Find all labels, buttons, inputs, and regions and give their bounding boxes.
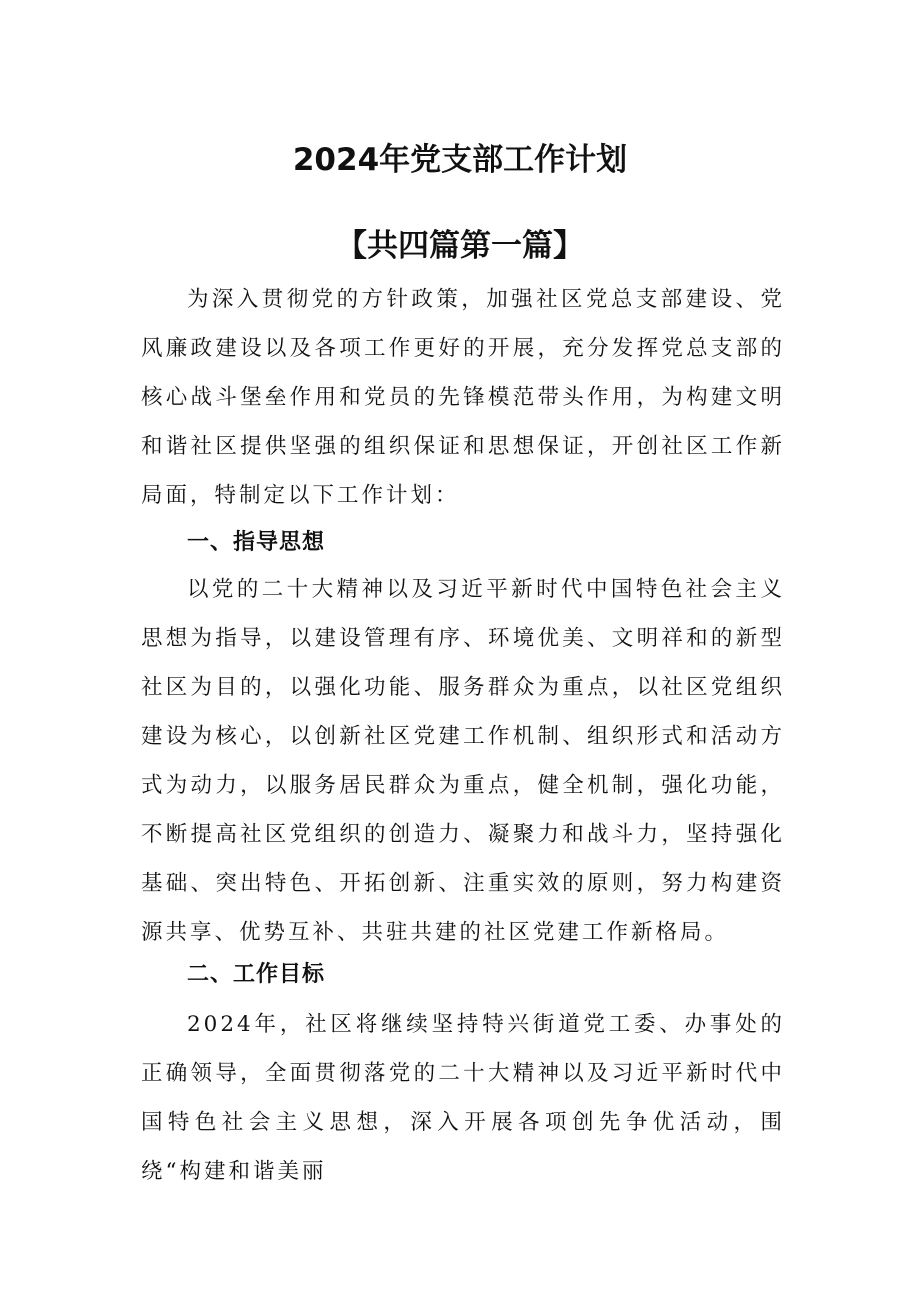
work-goal-paragraph: 2024年，社区将继续坚持特兴街道党工委、办事处的正确领导，全面贯彻落党的二十大精神以及习近平新时代中国特色社会主义思想，深入开展各项创先争优活动，围绕“构建和谐美丽 <box>141 1012 785 1184</box>
section-heading-guiding-thought: 一、指导思想 <box>187 530 326 555</box>
document-title: 2024年党支部工作计划 <box>292 142 628 178</box>
section-heading-work-goal: 二、工作目标 <box>187 962 326 987</box>
guiding-thought-paragraph: 以党的二十大精神以及习近平新时代中国特色社会主义思想为指导，以建设管理有序、环境优美、文明祥和的新型社区为目的，以强化功能、服务群众为重点，以社区党组织建设为核心，以创新社区党建工作机制、组织形式和活动方式为动力，以服务居民群众为重点，健全机制，强化功能，不断提高社区党组织的创造力、凝聚力和战斗力，坚持强化基础、突出特色、开拓创新、注重实效的原则，努力构建资源共享、优势互补、共驻共建的社区党建工作新格局。 <box>141 577 785 945</box>
intro-paragraph: 为深入贯彻党的方针政策，加强社区党总支部建设、党风廉政建设以及各项工作更好的开展，充分发挥党总支部的核心战斗堡垒作用和党员的先锋模范带头作用，为构建文明和谐社区提供坚强的组织保证和思想保证，开创社区工作新局面，特制定以下工作计划： <box>141 287 785 508</box>
document-subtitle: 【共四篇第一篇】 <box>336 228 584 264</box>
